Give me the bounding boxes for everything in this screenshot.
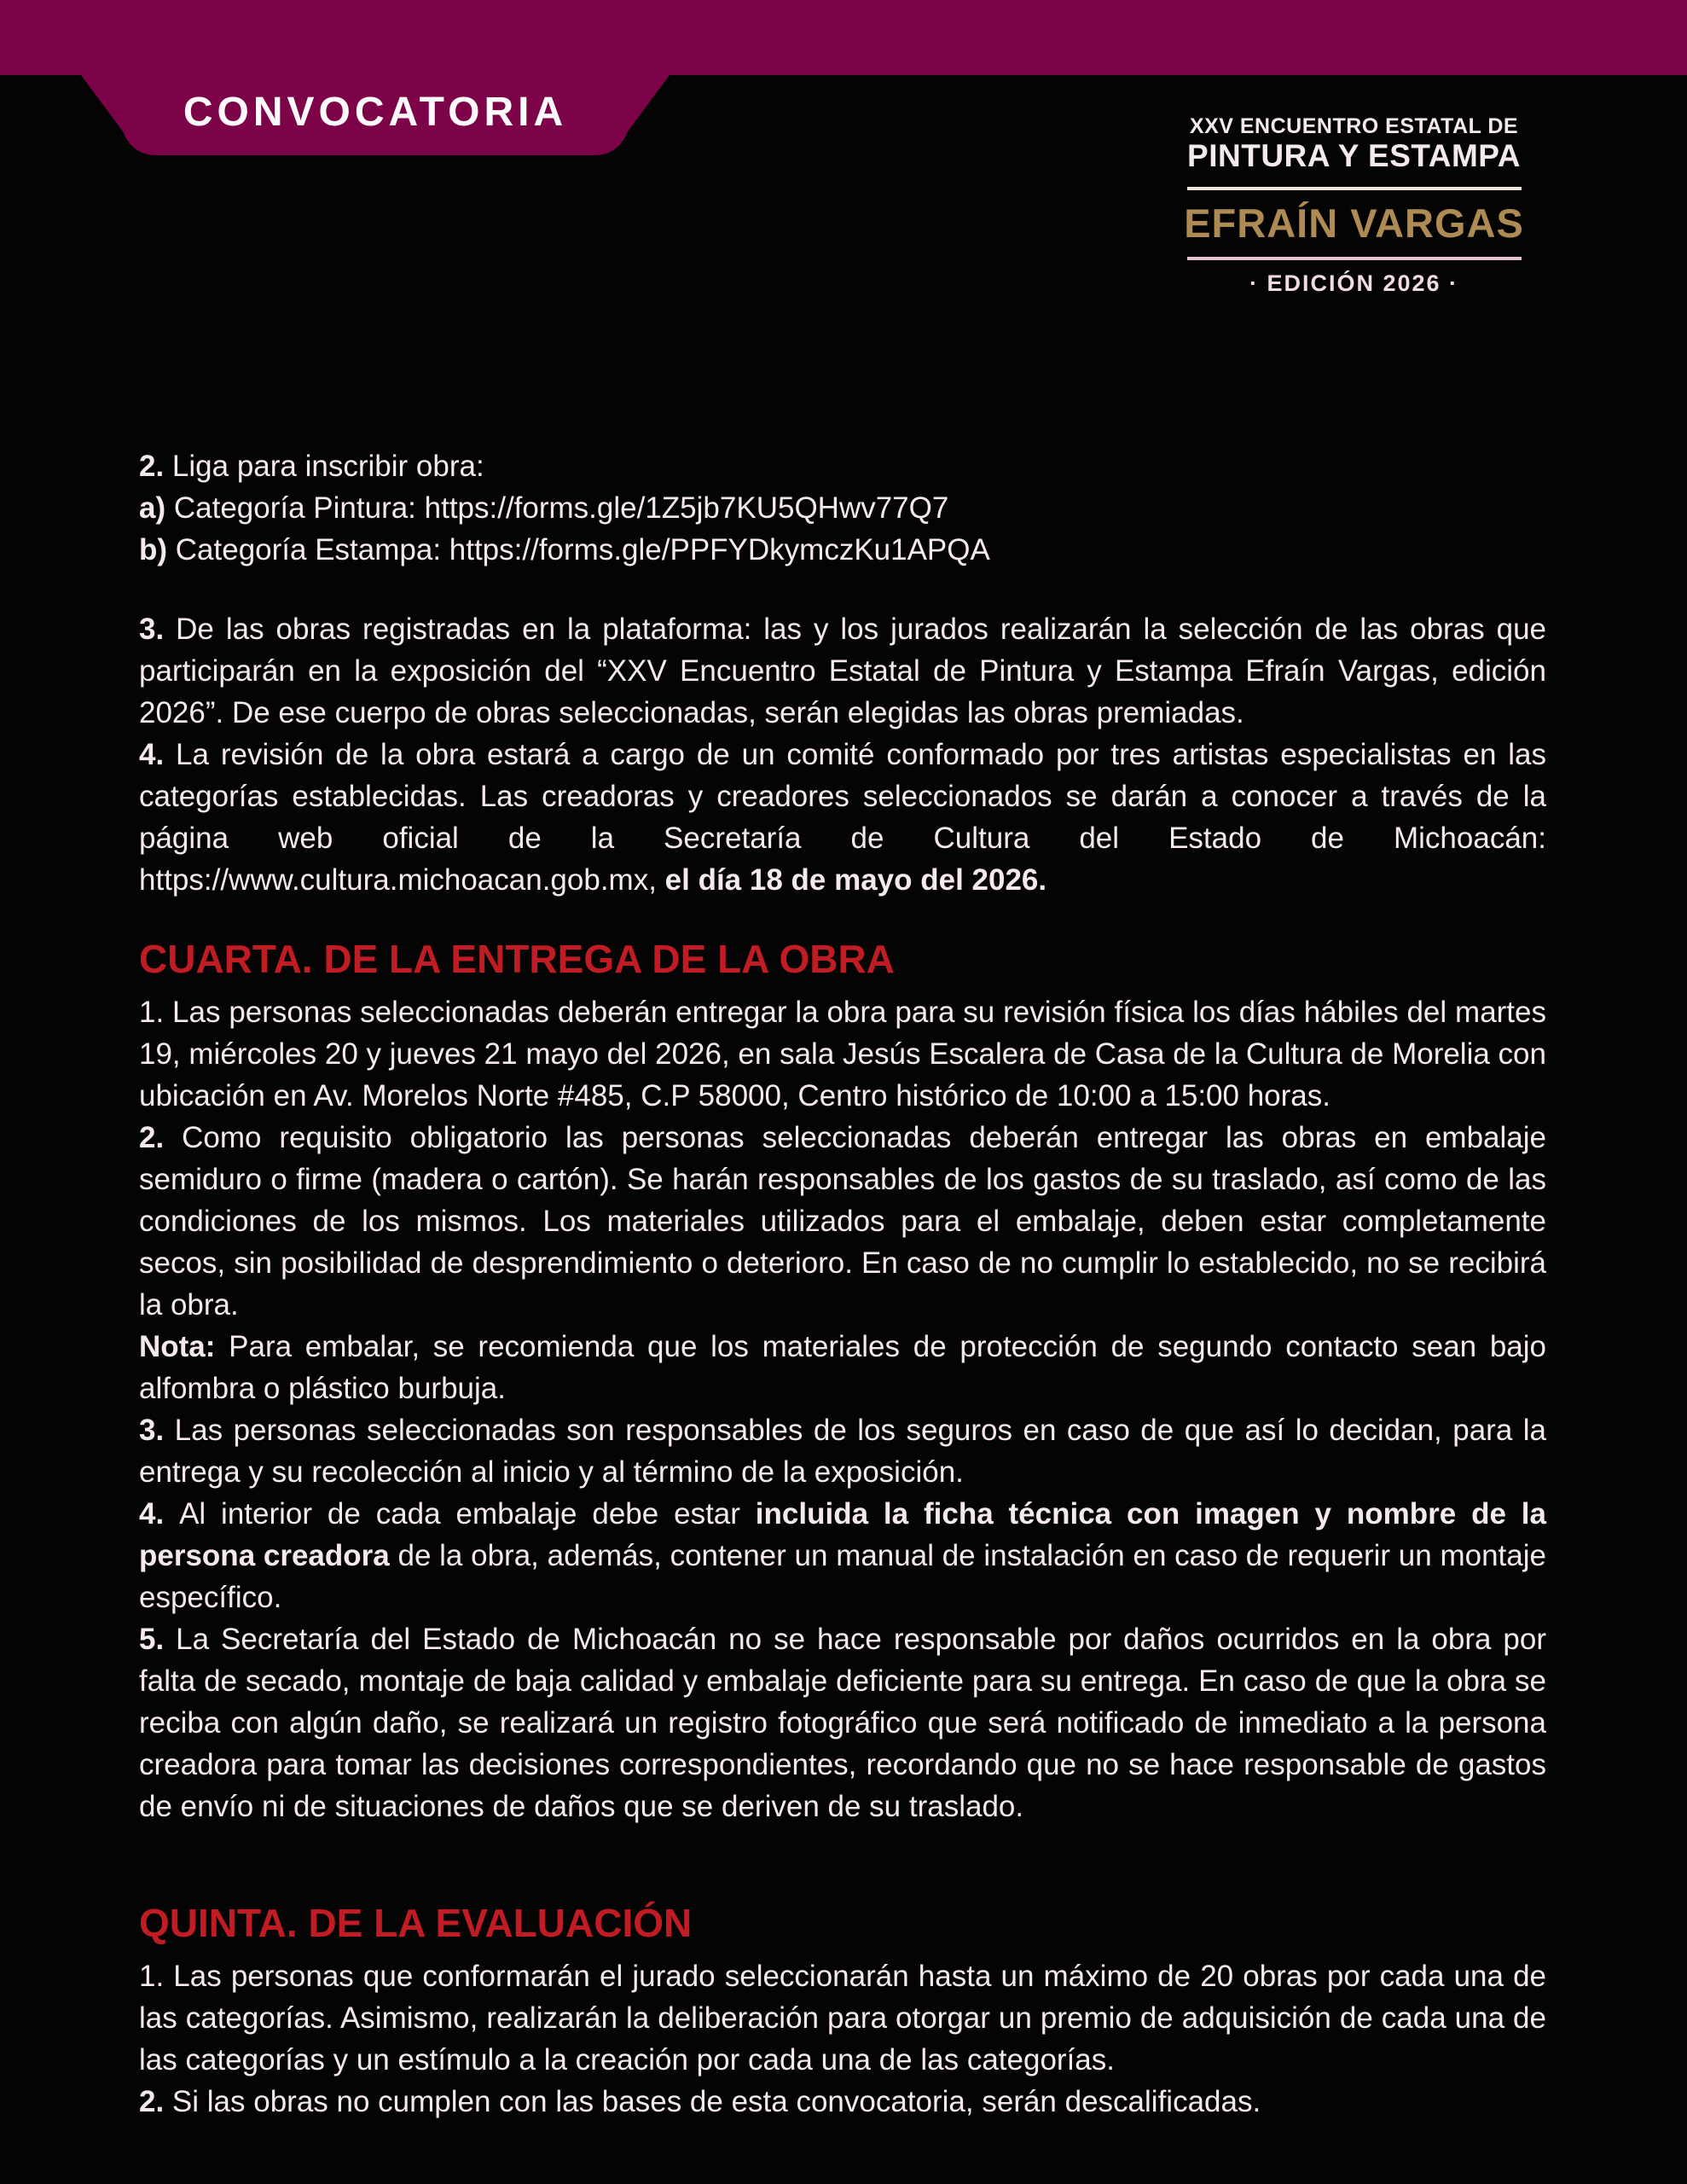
paragraph: [139, 487, 1546, 529]
bold-text-run: 3.: [139, 613, 177, 646]
bold-text-run: a): [139, 491, 174, 525]
blank-line: [139, 571, 1546, 608]
logo-name-efrain-vargas: EFRAÍN VARGAS: [1184, 200, 1524, 246]
bold-text-run: b): [139, 533, 176, 566]
section-heading: QUINTA. DE LA EVALUACIÓN: [139, 1901, 693, 1945]
text-run: Categoría Estampa: https://forms.gle/PPFYDkymczKu1APQA: [175, 533, 990, 566]
text-run: La revisión de la obra estará a cargo de un comité conformado por tres artistas especialistas en las categorías establecidas. Las creadoras y creadores seleccionados se darán a conocer a través de la página web oficial de la Secretaría de Cultura del Estado de Michoacán: https://www.cultura.michoacan.gob.mx,: [139, 738, 1546, 897]
paragraph: [139, 1409, 1546, 1493]
text-run: de la obra, además, contener un manual de instalación en caso de requerir un montaje específico.: [139, 1539, 1546, 1614]
text-run: Liga para inscribir obra:: [171, 450, 484, 483]
text-run: 1. Las personas que conformarán el jurado seleccionarán hasta un máximo de 20 obras por cada una de las categorías. Asimismo, realizarán la deliberación para otorgar un premio de adquisición de cada una de las categorías y un estímulo a la creación por cada una de las categorías.: [139, 1960, 1546, 2077]
bold-text-run: 4.: [139, 1497, 180, 1531]
text-run: 1. Las personas seleccionadas deberán entregar la obra para su revisión física los días hábiles del martes 19, miércoles 20 y jueves 21 mayo del 2026, en sala Jesús Escalera de Casa de la Cultura de Morelia con ubicación en Av. Morelos Norte #485, C.P 58000, Centro histórico de 10:00 a 15:00 horas.: [139, 996, 1546, 1112]
bold-text-run: 4.: [139, 738, 177, 771]
page-title: CONVOCATORIA: [183, 89, 568, 135]
paragraph: [139, 1618, 1546, 1827]
paragraph: [139, 991, 1546, 1117]
bold-text-run: 2.: [139, 450, 172, 483]
text-run: Categoría Pintura: https://forms.gle/1Z5jb7KU5QHwv77Q7: [173, 491, 949, 525]
paragraph: [139, 1955, 1546, 2081]
paragraph: [139, 529, 1546, 571]
paragraph: [139, 734, 1546, 901]
text-run: La Secretaría del Estado de Michoacán no se hace responsable por daños ocurridos en la obra por falta de secado, montaje de baja calidad y embalaje deficiente para su entrega. En caso de que la obra se reciba con algún daño, se realizará un registro fotográfico que será notificado de inmediato a la persona creadora para tomar las decisiones correspondientes, recordando que no se hace responsable de gastos de envío ni de situaciones de daños que se deriven de su traslado.: [139, 1623, 1546, 1823]
text-run: Si las obras no cumplen con las bases de esta convocatoria, serán descalificadas.: [171, 2085, 1261, 2118]
bold-text-run: el día 18 de mayo del 2026.: [664, 863, 1047, 897]
logo-line-pintura-estampa: PINTURA Y ESTAMPA: [1187, 138, 1521, 173]
paragraph: [139, 445, 1546, 487]
paragraph: [139, 608, 1546, 734]
text-run: De las obras registradas en la plataforma: las y los jurados realizarán la selección de las obras que participarán en la exposición del “XXV Encuentro Estatal de Pintura y Estampa Efraín Vargas, edición 2026”. De ese cuerpo de obras seleccionadas, serán elegidas las obras premiadas.: [139, 613, 1546, 729]
text-run: Al interior de cada embalaje debe estar: [179, 1497, 756, 1531]
blank-line: [139, 1827, 1546, 1865]
paragraph: [139, 1326, 1546, 1409]
bold-text-run: Nota:: [139, 1330, 229, 1363]
logo-divider-bottom: [1187, 257, 1522, 260]
header-band: [0, 0, 1687, 75]
bold-text-run: 5.: [139, 1623, 177, 1656]
text-run: Para embalar, se recomienda que los materiales de protección de segundo contacto sean bajo alfombra o plástico burbuja.: [139, 1330, 1547, 1405]
bold-text-run: incluida la ficha técnica con imagen y nombre de la persona creadora: [139, 1497, 1546, 1572]
logo-line-encuentro: XXV ENCUENTRO ESTATAL DE: [1189, 114, 1519, 138]
text-run: Las personas seleccionadas son responsables de los seguros en caso de que así lo decidan, para la entrega y su recolección al inicio y al término de la exposición.: [139, 1414, 1546, 1489]
text-run: Como requisito obligatorio las personas seleccionadas deberán entregar las obras en embalaje semiduro o firme (madera o cartón). Se harán responsables de los gastos de su traslado, así como de las condiciones de los mismos. Los materiales utilizados para el embalaje, deben estar completamente secos, sin posibilidad de desprendimiento o deterioro. En caso de no cumplir lo establecido, no se recibirá la obra.: [139, 1121, 1547, 1321]
bold-text-run: 2.: [139, 2085, 172, 2118]
event-logo: [1181, 114, 1527, 296]
logo-divider-top: [1187, 187, 1522, 190]
paragraph: [139, 2081, 1546, 2123]
section-heading: CUARTA. DE LA ENTREGA DE LA OBRA: [139, 937, 895, 981]
bold-text-run: 2.: [139, 1121, 183, 1154]
paragraph: [139, 1117, 1546, 1326]
bold-text-run: 3.: [139, 1414, 175, 1447]
paragraph: [139, 1493, 1546, 1618]
document-body: [139, 445, 1546, 2123]
logo-edition: · EDICIÓN 2026 ·: [1249, 270, 1459, 296]
